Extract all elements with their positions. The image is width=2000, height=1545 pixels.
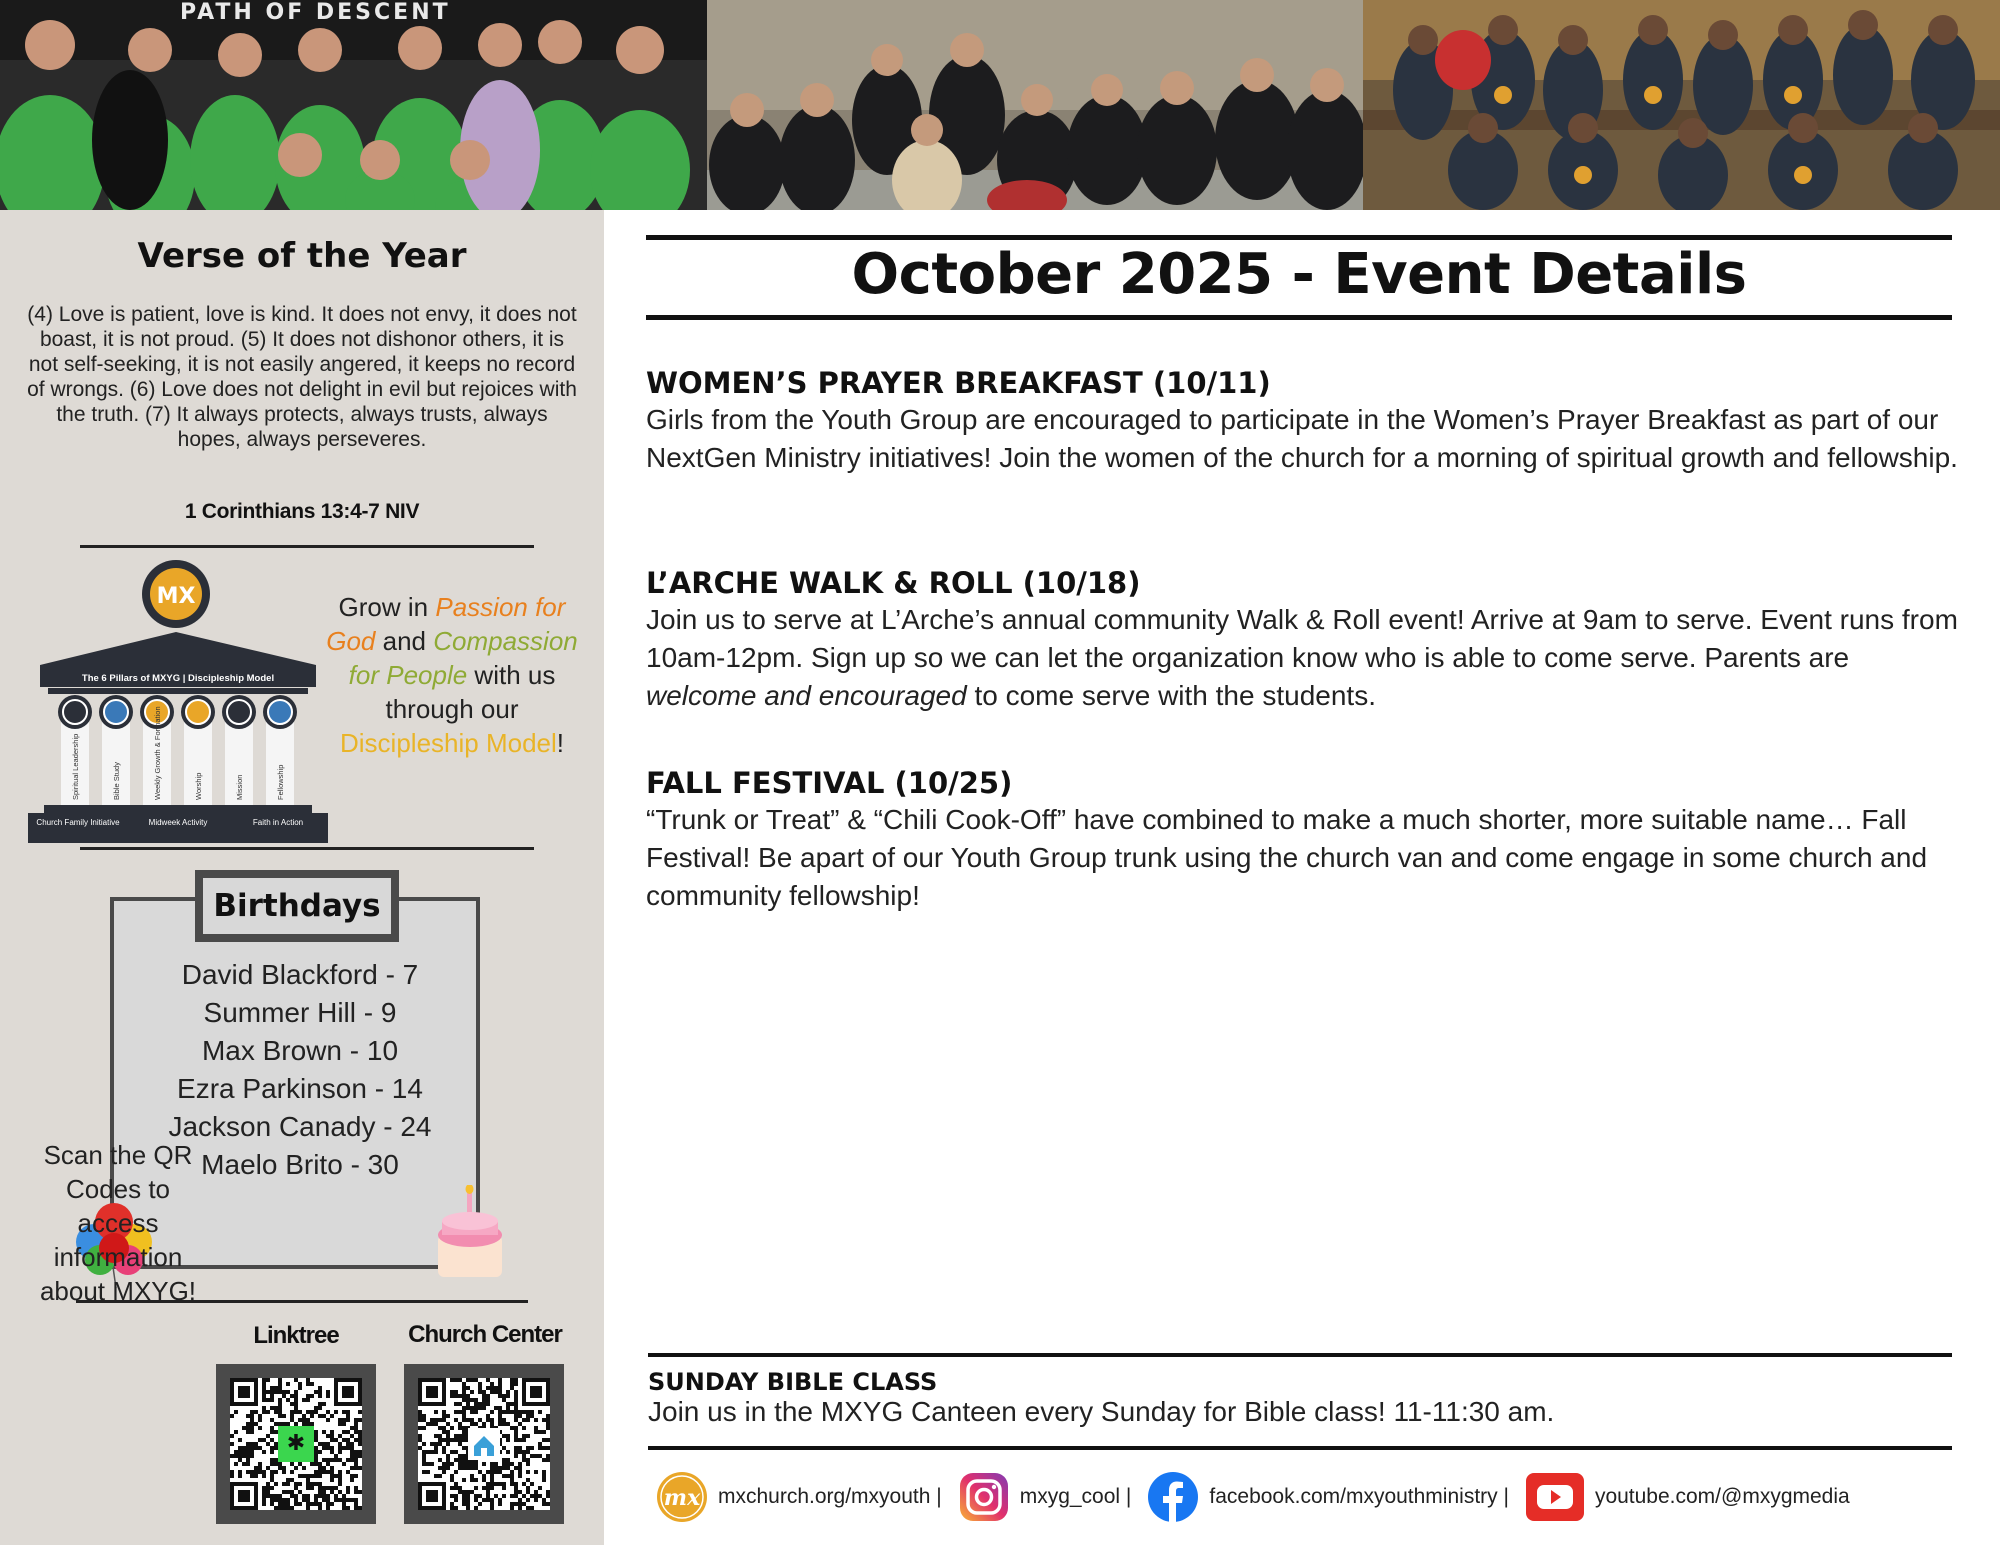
linktree-label: Linktree	[253, 1322, 339, 1349]
sunday-rule-top	[648, 1353, 1952, 1357]
event-fall-festival	[646, 765, 1966, 915]
list-item: Jackson Canady - 24	[168, 1111, 432, 1142]
pillar-label: Fellowship	[276, 764, 285, 800]
birthday-cake-icon	[432, 1185, 508, 1283]
list-item: Ezra Parkinson - 14	[177, 1073, 423, 1104]
mx-logo-icon	[656, 1471, 708, 1523]
list-item: Max Brown - 10	[201, 1035, 399, 1066]
pillars-heading: The 6 Pillars of MXYG | Discipleship Model	[81, 673, 275, 684]
pillar-badge-icon	[186, 700, 210, 724]
divider	[80, 847, 534, 850]
facebook-icon[interactable]	[1147, 1471, 1199, 1523]
base-label-1: Church Family Initiative	[36, 818, 120, 827]
qr-finder	[426, 1386, 438, 1398]
pillar-badge-icon	[104, 700, 128, 724]
facebook-link[interactable]: facebook.com/mxyouthministry |	[1209, 1485, 1509, 1508]
event-description: Girls from the Youth Group are encouraged to participate in the Women’s Prayer Breakfast as part of our NextGen Ministry initiatives! Join the women of the church for a morning of spiritual growth and fellowship.	[646, 404, 1958, 473]
list-item: David Blackford - 7	[181, 959, 419, 990]
mx-logo-text: mx	[663, 1485, 701, 1511]
pillar-badge-icon	[63, 700, 87, 724]
base-label-3: Faith in Action	[252, 818, 304, 827]
verse-title: Verse of the Year	[137, 236, 467, 276]
footer-links	[656, 1468, 1866, 1526]
title-rule-top	[646, 235, 1952, 240]
event-description	[646, 601, 1966, 715]
event-larche-walk-roll	[646, 565, 1966, 715]
mx-logo	[142, 560, 210, 628]
svg-text:✱: ✱	[286, 1431, 306, 1456]
church-center-label: Church Center	[408, 1321, 562, 1348]
sunday-class-text: Join us in the MXYG Canteen every Sunday for Bible class! 11-11:30 am.	[648, 1396, 1555, 1427]
page-title: October 2025 - Event Details	[851, 242, 1747, 307]
event-text-part: to come serve with the students.	[966, 680, 1376, 711]
instagram-link[interactable]: mxyg_cool |	[1019, 1485, 1132, 1508]
grow-text-2: and	[375, 626, 434, 656]
grow-statement	[322, 590, 582, 760]
website-link[interactable]: mxchurch.org/mxyouth |	[718, 1485, 942, 1508]
list-item: Maelo Brito - 30	[201, 1149, 399, 1180]
verse-reference: 1 Corinthians 13:4-7 NIV	[184, 500, 420, 523]
sunday-rule-bottom	[648, 1446, 1952, 1450]
grow-text-4: !	[556, 728, 564, 758]
pillar-badge-icon	[227, 700, 251, 724]
pillar-label: Spiritual Leadership	[71, 733, 80, 800]
youtube-link[interactable]: youtube.com/@mxygmedia	[1594, 1485, 1850, 1508]
group-photo-colorful-shirts	[1363, 0, 2000, 210]
qr-finder	[342, 1386, 354, 1398]
event-title: FALL FESTIVAL (10/25)	[646, 766, 1013, 800]
sunday-class-title: SUNDAY BIBLE CLASS	[648, 1368, 938, 1396]
event-description: “Trunk or Treat” & “Chili Cook-Off” have combined to make a much shorter, more suitable name… Fall Festival! Be apart of our Youth Group trunk using the church van and come engage in some church and community fellowship!	[646, 804, 1928, 911]
group-photo-green-shirts	[0, 0, 707, 210]
group-photo-outdoor-black	[707, 0, 1363, 210]
banner-sign-text: PATH OF DESCENT	[180, 0, 451, 25]
event-womens-prayer-breakfast	[646, 365, 1966, 477]
title-rule-bottom	[646, 315, 1952, 320]
qr-finder	[530, 1386, 542, 1398]
logo-text: MX	[156, 584, 196, 609]
youtube-icon[interactable]	[1525, 1471, 1585, 1523]
qr-finder	[238, 1490, 250, 1502]
verse-text: (4) Love is patient, love is kind. It does not envy, it does not boast, it is not proud. (5) It does not dishonor others, it is not self-seeking, it is not easily angered, it keeps no record of wrongs. (6) Love does not delight in evil but rejoices with the truth. (7) It always protects, always trusts, always hopes, always perseveres.	[27, 303, 577, 451]
event-title: WOMEN’S PRAYER BREAKFAST (10/11)	[646, 366, 1271, 400]
pillar-label: Worship	[194, 772, 203, 800]
pillar-badge-icon	[268, 700, 292, 724]
qr-finder	[238, 1386, 250, 1398]
grow-text-3: with us through our	[385, 660, 556, 724]
base-label-2: Midweek Activity	[148, 818, 208, 827]
pillar-label: Bible Study	[112, 762, 121, 800]
birthdays-title: Birthdays	[203, 878, 391, 934]
pillars-graphic	[26, 560, 330, 850]
list-item: Summer Hill - 9	[203, 997, 397, 1028]
church-center-qr-code[interactable]	[404, 1364, 564, 1524]
model-text: Discipleship Model	[340, 728, 557, 758]
compassion-text: Compassion for People	[348, 626, 578, 690]
passion-text: Passion for God	[326, 592, 566, 656]
qr-finder	[426, 1490, 438, 1502]
photo-banner	[0, 0, 2000, 210]
event-title: L’ARCHE WALK & ROLL (10/18)	[646, 566, 1141, 600]
pillar-label: Weekly Growth & Formation	[153, 706, 162, 800]
event-text-emphasis: welcome and encouraged	[646, 680, 967, 711]
pillar-label: Mission	[235, 774, 244, 800]
qr-caption: Scan the QR Codes to access information about MXYG!	[39, 1140, 197, 1306]
divider	[80, 545, 534, 548]
instagram-icon[interactable]	[958, 1471, 1010, 1523]
event-text-part: Join us to serve at L’Arche’s annual community Walk & Roll event! Arrive at 9am to serve. Event runs from 10am-12pm. Sign up so we can let the organization know who is able to come serve. Parents are	[646, 604, 1958, 673]
grow-text-1: Grow in	[338, 592, 436, 622]
linktree-qr-code[interactable]	[216, 1364, 376, 1524]
